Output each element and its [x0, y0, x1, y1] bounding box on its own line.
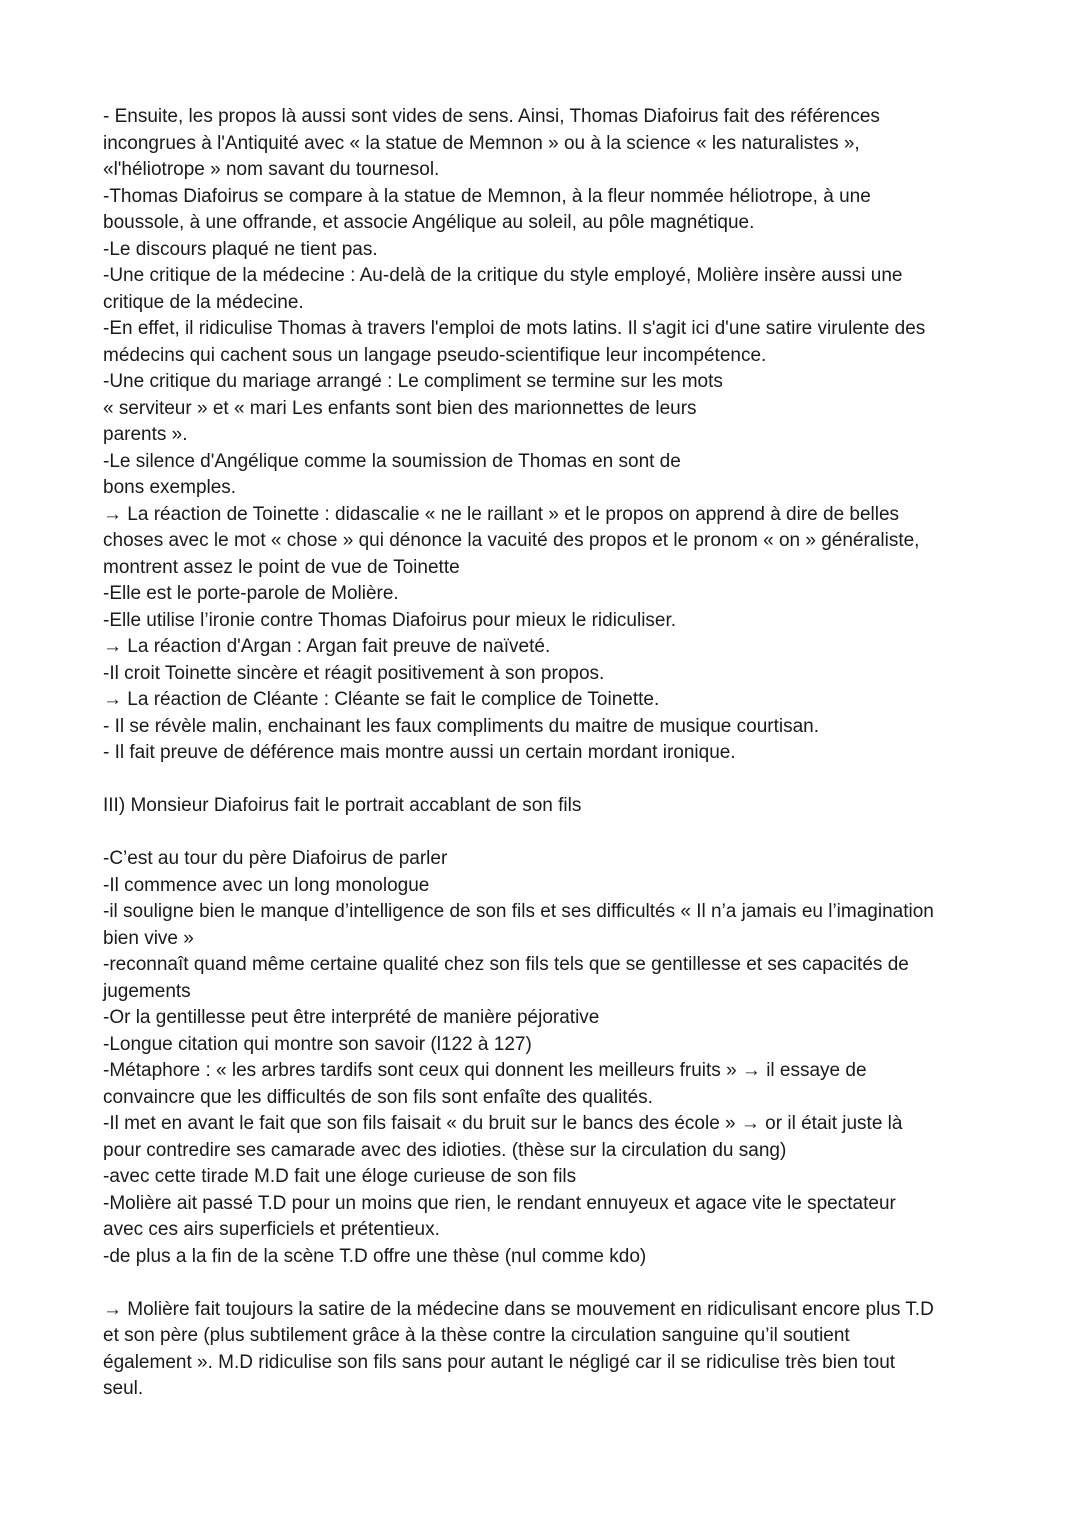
text-line: -de plus a la fin de la scène T.D offre une thèse (nul comme kdo) [103, 1245, 647, 1267]
text-line: -Il met en avant le fait que son fils faisait « du bruit sur le bancs des école » → or il était juste là [103, 1113, 903, 1134]
text-line: jugements [103, 980, 191, 1002]
text-line: -Il croit Toinette sincère et réagit positivement à son propos. [103, 662, 605, 684]
text-line: → La réaction de Toinette : didascalie « ne le raillant » et le propos on apprend à dire de belles [103, 503, 900, 525]
text-line: -Une critique du mariage arrangé : Le compliment se termine sur les mots [103, 371, 723, 392]
text-line: -avec cette tirade M.D fait une éloge curieuse de son fils [103, 1166, 577, 1187]
text-line: choses avec le mot « chose » qui dénonce la vacuité des propos et le pronom « on » généraliste, [103, 530, 920, 551]
text-line: → La réaction d'Argan : Argan fait preuve de naïveté. [103, 636, 551, 657]
text-line: - Il fait preuve de déférence mais montre aussi un certain mordant ironique. [103, 742, 736, 763]
text-line: -Molière ait passé T.D pour un moins que rien, le rendant ennuyeux et agace vite le spectateur [103, 1192, 896, 1214]
text-line: -reconnaît quand même certaine qualité chez son fils tels que se gentillesse et ses capacités de [103, 954, 909, 975]
text-line: boussole, à une offrande, et associe Angélique au soleil, au pôle magnétique. [103, 212, 755, 233]
text-line: → Molière fait toujours la satire de la médecine dans se mouvement en ridiculisant encore plus T.D [103, 1298, 934, 1320]
text-line: -Elle utilise l’ironie contre Thomas Diafoirus pour mieux le ridiculiser. [103, 609, 677, 631]
text-line: «l'héliotrope » nom savant du tournesol. [103, 159, 440, 180]
section-3-heading: III) Monsieur Diafoirus fait le portrait accablant de son fils [103, 795, 582, 816]
text-line: montrent assez le point de vue de Toinette [103, 556, 460, 578]
document-page [103, 104, 1003, 1403]
text-line: critique de la médecine. [103, 291, 304, 313]
text-line: médecins qui cachent sous un langage pseudo-scientifique leur incompétence. [103, 344, 767, 366]
text-line: -Longue citation qui montre son savoir (l122 à 127) [103, 1033, 532, 1055]
text-line: « serviteur » et « mari Les enfants sont bien des marionnettes de leurs [103, 397, 697, 419]
text-line: pour contredire ses camarade avec des idioties. (thèse sur la circulation du sang) [103, 1139, 787, 1161]
text-line: -il souligne bien le manque d’intelligence de son fils et ses difficultés « Il n’a jamais eu l’imagination [103, 901, 934, 922]
text-line: -Le discours plaqué ne tient pas. [103, 238, 378, 260]
text-line: parents ». [103, 424, 188, 445]
spacer [103, 1270, 1003, 1297]
text-line: -Le silence d'Angélique comme la soumission de Thomas en sont de [103, 450, 681, 472]
text-line: -Il commence avec un long monologue [103, 874, 430, 896]
text-line: → La réaction de Cléante : Cléante se fait le complice de Toinette. [103, 689, 660, 710]
spacer [103, 820, 1003, 847]
text-line: -Or la gentillesse peut être interprété de manière péjorative [103, 1007, 600, 1028]
text-line: -C’est au tour du père Diafoirus de parler [103, 848, 448, 869]
text-line: et son père (plus subtilement grâce à la thèse contre la circulation sanguine qu’il soutient [103, 1325, 850, 1346]
text-line: convaincre que les difficultés de son fils sont enfaîte des qualités. [103, 1086, 653, 1108]
text-line: avec ces airs superficiels et prétentieux. [103, 1219, 440, 1240]
section-3-body [103, 846, 1003, 1270]
text-line: incongrues à l'Antiquité avec « la statue de Memnon » ou à la science « les naturalistes », [103, 132, 860, 154]
text-line: bien vive » [103, 927, 194, 949]
spacer [103, 767, 1003, 794]
text-line: - Il se révèle malin, enchainant les faux compliments du maitre de musique courtisan. [103, 715, 820, 737]
text-line: -Une critique de la médecine : Au-delà de la critique du style employé, Molière insère aussi une [103, 265, 903, 286]
text-line: -Elle est le porte-parole de Molière. [103, 583, 399, 604]
conclusion [103, 1297, 1003, 1403]
section-2-body [103, 104, 1003, 767]
text-line: bons exemples. [103, 477, 237, 498]
text-line: -En effet, il ridiculise Thomas à travers l'emploi de mots latins. Il s'agit ici d'une satire virulente des [103, 318, 926, 339]
text-line: -Métaphore : « les arbres tardifs sont ceux qui donnent les meilleurs fruits » → il essaye de [103, 1060, 867, 1081]
text-line: -Thomas Diafoirus se compare à la statue de Memnon, à la fleur nommée héliotrope, à une [103, 185, 871, 207]
text-line: seul. [103, 1378, 144, 1399]
text-line: - Ensuite, les propos là aussi sont vides de sens. Ainsi, Thomas Diafoirus fait des références [103, 106, 880, 127]
text-line: également ». M.D ridiculise son fils sans pour autant le négligé car il se ridiculise très bien tout [103, 1351, 896, 1373]
